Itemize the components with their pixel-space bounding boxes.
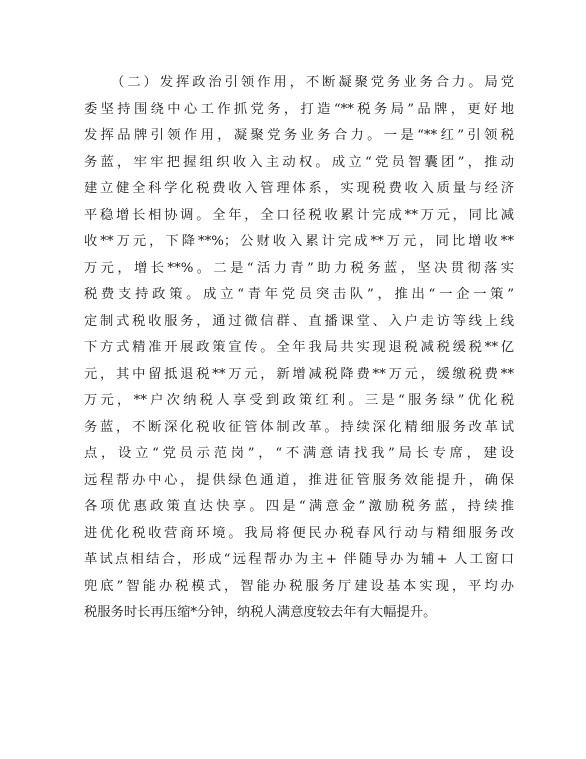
paragraph-line: 收**万元，下降**%；公财收入累计完成**万元，同比增收**	[84, 234, 514, 249]
paragraph-line: 万元，**户次纳税人享受到政策红利。三是“服务绿”优化税	[84, 393, 514, 408]
paragraph-line: 万元，增长**%。二是“活力青”助力税务蓝，坚决贯彻落实	[84, 260, 514, 276]
paragraph-line: 点，设立“党员示范岗”，“不满意请找我”局长专席，建设	[84, 446, 514, 461]
paragraph	[84, 70, 514, 627]
paragraph-line: 税服务时长再压缩*分钟，纳税人满意度较去年有大幅提升。	[84, 605, 437, 620]
paragraph-line: 委坚持围绕中心工作抓党务，打造“**税务局”品牌，更好地	[84, 101, 514, 117]
paragraph-line: 元，其中留抵退税**万元，新增减税降费**万元，缓缴税费**	[84, 366, 514, 382]
paragraph-line: 务蓝，不断深化税收征管体制改革。持续深化精细服务改革试	[84, 419, 514, 435]
paragraph-line: 远程帮办中心，提供绿色通道，推进征管服务效能提升，确保	[84, 472, 514, 488]
paragraph-line: 务蓝，牢牢把握组织收入主动权。成立“党员智囊团”，推动	[84, 154, 514, 170]
paragraph-line: 建立健全科学化税费收入管理体系，实现税费收入质量与经济	[84, 181, 514, 196]
paragraph-line: 兜底”智能办税模式，智能办税服务厅建设基本实现，平均办	[84, 578, 514, 594]
paragraph-line: 各项优惠政策直达快享。四是“满意金”激励税务蓝，持续推	[84, 499, 514, 514]
paragraph-line: 革试点相结合，形成“远程帮办为主+ 伴随导办为辅+ 人工窗口	[84, 552, 514, 567]
paragraph-line: 进优化税收营商环境。我局将便民办税春风行动与精细服务改	[84, 525, 514, 541]
paragraph-line: 定制式税收服务，通过微信群、直播课堂、入户走访等线上线	[84, 313, 514, 329]
paragraph-line: 平稳增长相协调。全年，全口径税收累计完成**万元，同比减	[84, 207, 514, 223]
paragraph-line: （二）发挥政治引领作用，不断凝聚党务业务合力。局党	[111, 75, 514, 90]
paragraph-line: 税费支持政策。成立“青年党员突击队”，推出“一企一策”	[84, 287, 514, 302]
paragraph-line: 下方式精准开展政策宣传。全年我局共实现退税减税缓税**亿	[84, 340, 514, 355]
paragraph-line: 发挥品牌引领作用，凝聚党务业务合力。一是“**红”引领税	[84, 128, 514, 143]
